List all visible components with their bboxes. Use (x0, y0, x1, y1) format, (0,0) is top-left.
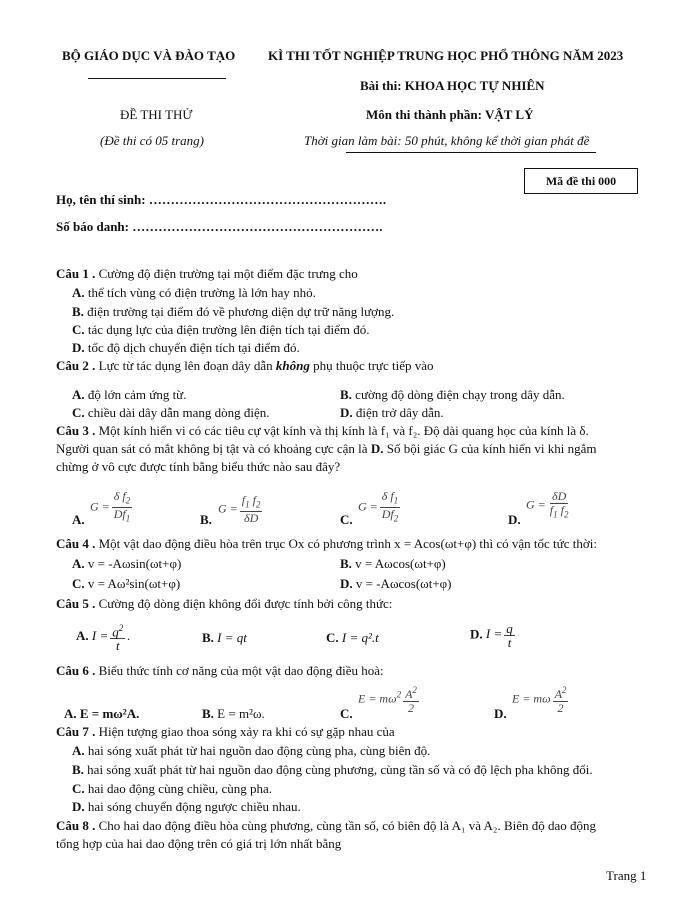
question-3-line3 (56, 459, 340, 475)
formula-c: G = $\frac{\delta f_1}{Df_2}$ (358, 489, 399, 524)
subject-group: Bài thi: KHOA HỌC TỰ NHIÊN (360, 78, 545, 93)
question-emphasis: D. (370, 441, 384, 456)
exam-code: Mã đề thi 000 (545, 174, 617, 188)
question-text: Cường độ dòng điện không đổi được tính bởi công thức: (98, 596, 393, 611)
option-label: C. (72, 576, 85, 591)
time-underline (346, 152, 596, 153)
option-text: tác dụng lực của điện trường lên điện tích tại điểm đó. (87, 322, 370, 337)
option-text: thể tích vùng có điện trường là lớn hay nhỏ. (87, 285, 316, 300)
q5-option-a (76, 622, 131, 652)
formula-b: I = qt (217, 630, 247, 645)
question-8 (56, 818, 596, 834)
question-2 (56, 358, 434, 374)
option-text: v = -Aωcos(ωt+φ) (355, 576, 452, 591)
question-text: Hiện tượng giao thoa sóng xảy ra khi có sự gặp nhau của (98, 724, 395, 739)
q7-option-d (72, 799, 301, 815)
option-label: C. (72, 405, 85, 420)
option-label: D. (470, 626, 483, 642)
option-label: D. (508, 512, 521, 527)
question-8-line2 (56, 836, 341, 852)
q7-option-a (72, 743, 430, 759)
exam-title: KÌ THI TỐT NGHIỆP TRUNG HỌC PHỔ THÔNG NĂM 2023 (268, 48, 624, 63)
q2-option-d (340, 405, 444, 421)
question-text: Số bội giác G của kính hiển vi khi ngắm (386, 441, 597, 456)
formula-d: I = $\frac{q}{t}$ (485, 621, 513, 650)
option-label: D. (72, 799, 85, 814)
formula-a: G = $\frac{\delta f_2}{Df_1}$ (90, 489, 131, 524)
question-text: chừng ở vô cực được tính bằng biểu thức nào sau đây? (56, 459, 341, 474)
option-text: v = Aω²sin(ωt+φ) (87, 576, 181, 591)
option-text: cường độ dòng điện chạy trong dây dẫn. (355, 387, 565, 402)
option-text: độ lớn cảm ứng từ. (87, 387, 187, 402)
option-text: chiều dài dây dẫn mang dòng điện. (87, 405, 270, 420)
q1-option-a (72, 285, 316, 301)
question-label: Câu 6 . (56, 663, 96, 678)
q4-option-c (72, 576, 180, 592)
question-text: tổng hợp của hai dao động trên có giá trị lớn nhất bằng (56, 836, 342, 851)
question-text: Một vật dao động điều hòa trên trục Ox có phương trình x = Acos(ωt+φ) thì có vận tốc tức thời: (98, 536, 597, 551)
option-label: A. (76, 628, 89, 644)
page-count: (Đề thi có 05 trang) (100, 133, 204, 148)
option-label: B. (72, 304, 84, 319)
option-label: B. (72, 762, 84, 777)
option-text: hai dao động cùng chiều, cùng pha. (87, 781, 273, 796)
question-1 (56, 266, 358, 282)
page-number: Trang 1 (606, 868, 647, 883)
question-text: Cường độ điện trường tại một điểm đặc trưng cho (98, 266, 358, 281)
question-label: Câu 5 . (56, 596, 96, 611)
q6-option-b (202, 706, 265, 722)
q5-option-d (470, 622, 517, 649)
question-5 (56, 596, 392, 612)
question-3-line2 (56, 441, 597, 457)
candidate-name-field: Họ, tên thí sinh: ………………………………………………. (56, 192, 387, 207)
q2-option-b (340, 387, 565, 403)
option-label: D. (340, 576, 353, 591)
option-label: B. (202, 630, 214, 645)
question-label: Câu 7 . (56, 724, 96, 739)
exam-code-box (524, 168, 638, 194)
question-7 (56, 724, 395, 740)
formula-c: $E = m\omega^2$ $\frac{A^2}{2}$ (358, 685, 417, 715)
question-text: Cho hai dao động điều hòa cùng phương, cùng tần số, có biên độ là A₁ và A₂. Biên độ dao động (98, 818, 597, 833)
option-text: hai sóng chuyển động ngược chiều nhau. (87, 799, 301, 814)
q7-option-c (72, 781, 272, 797)
option-label: C. (340, 512, 353, 527)
ministry-name: BỘ GIÁO DỤC VÀ ĐÀO TẠO (62, 48, 236, 63)
header-divider (88, 78, 226, 79)
q7-option-b (72, 762, 593, 778)
question-text: Lực từ tác dụng lên đoạn dây dẫn (98, 358, 273, 373)
subject-title: Môn thi thành phần: VẬT LÝ (366, 107, 534, 122)
formula-b: G = $\frac{f_1 f_2}{\delta D}$ (218, 493, 261, 526)
question-text: Biểu thức tính cơ năng của một vật dao động điều hoà: (98, 663, 384, 678)
option-label: A. (72, 387, 85, 402)
option-label: A. (72, 512, 85, 527)
question-label: Câu 1 . (56, 266, 96, 281)
option-text: hai sóng xuất phát từ hai nguồn dao động cùng phương, cùng tần số và có độ lệch pha không đổi. (87, 762, 593, 777)
time-note: Thời gian làm bài: 50 phút, không kể thời gian phát đề (304, 133, 590, 148)
q4-option-b (340, 556, 446, 572)
q4-option-d (340, 576, 452, 592)
option-label: A. (72, 743, 85, 758)
option-text: v = -Aωsin(ωt+φ) (87, 556, 182, 571)
option-label: A. (72, 285, 85, 300)
option-label: A. (72, 556, 85, 571)
question-label: Câu 8 . (56, 818, 96, 833)
question-label: Câu 4 . (56, 536, 96, 551)
option-label: C. (340, 706, 353, 721)
formula-c: I = q².t (341, 630, 379, 645)
option-label: D. (494, 706, 507, 721)
formula-a: I = $\frac{q^2}{t}$ . (91, 623, 131, 654)
q2-option-c (72, 405, 269, 421)
question-3 (56, 423, 589, 439)
option-label: D. (340, 405, 353, 420)
question-text: Một kính hiển vi có các tiêu cự vật kính và thị kính là f₁ và f₂. Độ dài quang học của kính là δ. (98, 423, 589, 438)
question-label: Câu 2 . (56, 358, 96, 373)
option-text: E = m²ω. (217, 706, 265, 721)
option-label: B. (340, 556, 352, 571)
option-label: B. (202, 706, 214, 721)
q5-option-b (202, 630, 247, 646)
q1-option-b (72, 304, 394, 320)
formula-d: E = mω $\frac{A^2}{2}$ (512, 685, 567, 715)
option-label: B. (200, 512, 212, 527)
option-text: hai sóng xuất phát từ hai nguồn dao động cùng pha, cùng biên độ. (87, 743, 431, 758)
question-6 (56, 663, 384, 679)
option-text: v = Aωcos(ωt+φ) (355, 556, 446, 571)
option-text: điện trở dây dẫn. (355, 405, 444, 420)
question-emphasis: không (275, 358, 310, 373)
formula-d: G = $\frac{\delta D}{f_1 f_2}$ (526, 489, 569, 520)
q6-option-a (64, 706, 139, 722)
option-label: D. (72, 340, 85, 355)
question-label: Câu 3 . (56, 423, 96, 438)
option-label: C. (72, 322, 85, 337)
question-text: phụ thuộc trực tiếp vào (313, 358, 434, 373)
option-text: tốc độ dịch chuyển điện tích tại điểm đó. (87, 340, 300, 355)
option-label: B. (340, 387, 352, 402)
option-label: A. (64, 706, 77, 721)
option-text: điện trường tại điểm đó về phương diện dự trữ năng lượng. (87, 304, 395, 319)
question-4 (56, 536, 597, 552)
candidate-id-field: Số báo danh: …………………………………………………. (56, 219, 383, 234)
option-text: E = mω²A. (79, 706, 140, 721)
option-label: C. (326, 630, 339, 645)
option-label: C. (72, 781, 85, 796)
doc-type: ĐỀ THI THỬ (120, 107, 193, 122)
q1-option-d (72, 340, 300, 356)
q5-option-c (326, 630, 379, 646)
q4-option-a (72, 556, 181, 572)
q1-option-c (72, 322, 370, 338)
question-text: Người quan sát có mắt không bị tật và có khoảng cực cận là (56, 441, 368, 456)
q2-option-a (72, 387, 186, 403)
